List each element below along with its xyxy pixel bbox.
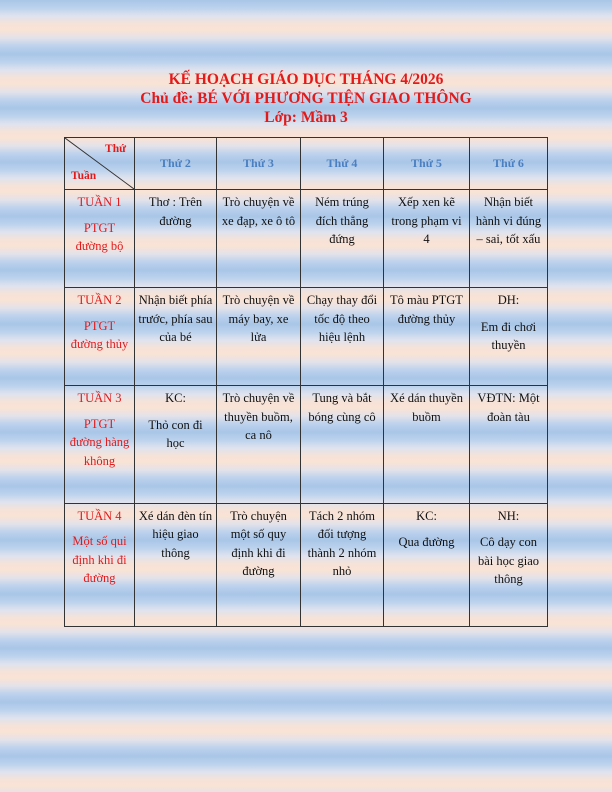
activity-text: Trò chuyện một số quy định khi đi đường	[230, 508, 287, 579]
week-cell	[65, 190, 135, 288]
activity-cell	[384, 503, 470, 626]
activity-cell	[217, 288, 301, 386]
corner-week-label: Tuần	[71, 169, 97, 182]
activity-text: Em đi chơi thuyền	[480, 319, 537, 353]
activity-text: Xé dán thuyền buồm	[390, 391, 463, 424]
activity-text: Xé dán đèn tín hiệu giao thông	[138, 508, 213, 560]
week-theme: Một số qui định khi đi đường	[72, 534, 127, 586]
week-theme: PTGT đường bộ	[75, 220, 124, 253]
week-row	[65, 190, 548, 288]
day-header: Thứ 3	[217, 138, 301, 190]
week-label: TUẦN 1	[77, 195, 122, 209]
activity-text: Cô dạy con bài học giao thông	[477, 535, 540, 587]
activity-text: Tô màu PTGT đường thủy	[390, 293, 463, 326]
week-label: TUẦN 2	[77, 293, 122, 308]
class-line: Lớp: Mầm 3	[264, 109, 348, 126]
activity-text: Ném trúng đích thẳng đứng	[315, 195, 369, 246]
activity-cell	[135, 503, 217, 626]
activity-cell	[301, 503, 384, 626]
activity-text: Nhận biết phía trước, phía sau của bé	[138, 293, 213, 345]
day-header: Thứ 6	[470, 138, 548, 190]
week-cell	[65, 386, 135, 503]
week-label: TUẦN 4	[77, 508, 122, 523]
document-header	[0, 70, 612, 127]
activity-text: VĐTN: Một đoàn tàu	[477, 391, 540, 424]
activity-text: NH:	[497, 508, 520, 523]
activity-text: KC:	[416, 508, 437, 523]
table-header-row	[65, 138, 548, 190]
week-label: TUẦN 3	[77, 391, 122, 406]
activity-cell	[470, 190, 548, 288]
activity-cell	[470, 288, 548, 386]
activity-cell	[301, 386, 384, 503]
activity-text: KC:	[165, 391, 186, 406]
activity-cell	[217, 386, 301, 503]
activity-text: Trò chuyện về máy bay, xe lửa	[222, 293, 295, 345]
activity-cell	[135, 190, 217, 288]
activity-text: Chạy thay đổi tốc độ theo hiệu lệnh	[306, 293, 378, 345]
day-header: Thứ 4	[301, 138, 384, 190]
activity-text: Trò chuyện về thuyền buồm, ca nô	[222, 391, 295, 443]
activity-text: Trò chuyện về xe đạp, xe ô tô	[221, 195, 296, 228]
day-header: Thứ 2	[135, 138, 217, 190]
day-header: Thứ 5	[384, 138, 470, 190]
week-row	[65, 503, 548, 626]
education-plan-table	[64, 137, 548, 627]
week-theme: PTGT đường thủy	[70, 318, 129, 352]
corner-header-cell	[65, 138, 135, 190]
activity-text: Tung và bắt bóng cùng cô	[308, 391, 376, 424]
activity-cell	[301, 288, 384, 386]
activity-cell	[135, 386, 217, 503]
activity-cell	[217, 190, 301, 288]
activity-text: Qua đường	[398, 535, 455, 550]
document-title: KẾ HOẠCH GIÁO DỤC THÁNG 4/2026	[168, 71, 444, 88]
week-cell	[65, 503, 135, 626]
activity-cell	[301, 190, 384, 288]
document-subtitle: Chủ đề: BÉ VỚI PHƯƠNG TIỆN GIAO THÔNG	[140, 90, 472, 107]
activity-text: DH:	[497, 293, 520, 308]
activity-cell	[384, 288, 470, 386]
corner-day-label: Thứ	[105, 143, 126, 155]
activity-cell	[217, 503, 301, 626]
week-theme: PTGT đường hàng không	[69, 416, 130, 468]
activity-text: Tách 2 nhóm đối tượng thành 2 nhóm nhỏ	[307, 508, 377, 579]
week-row	[65, 288, 548, 386]
activity-text: Nhận biết hành vi đúng – sai, tốt xấu	[475, 195, 542, 246]
activity-cell	[470, 386, 548, 503]
activity-cell	[384, 190, 470, 288]
activity-text: Xếp xen kẽ trong phạm vi 4	[391, 195, 462, 246]
activity-text: Thơ : Trên đường	[148, 195, 203, 228]
week-cell	[65, 288, 135, 386]
activity-text: Thỏ con đi học	[148, 417, 203, 451]
activity-cell	[470, 503, 548, 626]
activity-cell	[135, 288, 217, 386]
week-row	[65, 386, 548, 503]
activity-cell	[384, 386, 470, 503]
